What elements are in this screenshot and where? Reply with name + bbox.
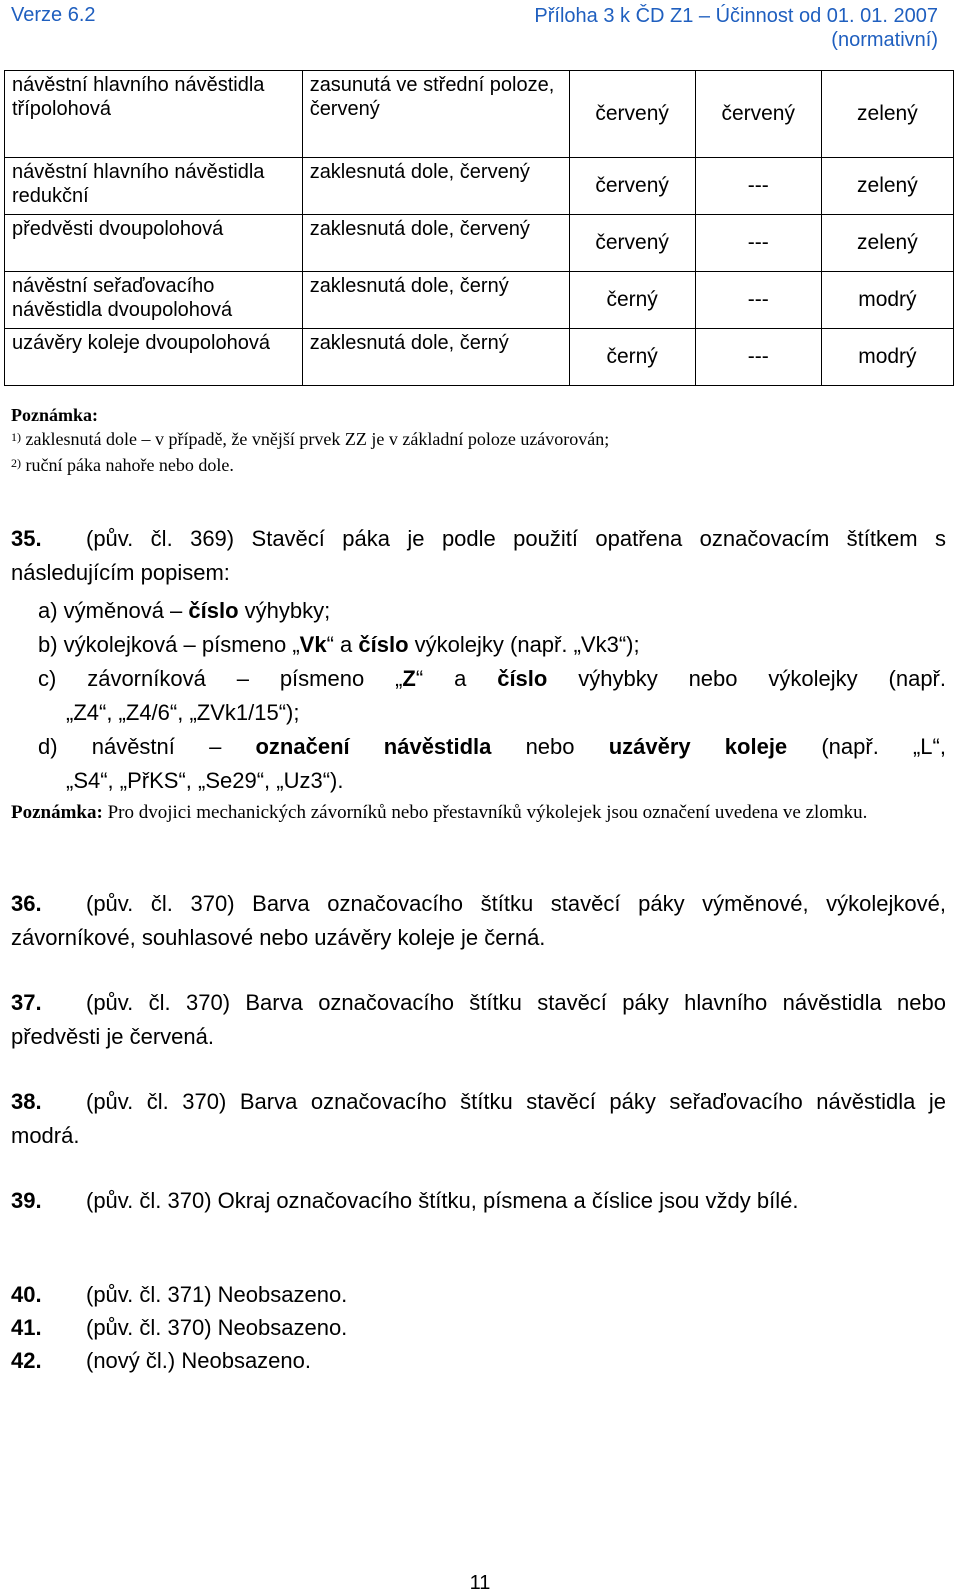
article-text: (pův. čl. 370) Neobsazeno. bbox=[86, 1315, 348, 1340]
table-cell: červený bbox=[569, 158, 695, 215]
table-cell: černý bbox=[569, 272, 695, 329]
label-list bbox=[38, 594, 946, 798]
table-cell: červený bbox=[569, 71, 695, 158]
table-cell: uzávěry koleje dvoupolohová bbox=[5, 329, 303, 386]
table-cell: návěstní hlavního návěstidla třípolohová bbox=[5, 71, 303, 158]
list-item-continuation: „Z4“, „Z4/6“, „ZVk1/15“); bbox=[66, 700, 300, 725]
note-title: Poznámka: bbox=[11, 802, 103, 823]
table-row bbox=[5, 272, 954, 329]
table-cell: černý bbox=[569, 329, 695, 386]
article-text: (pův. čl. 369) Stavěcí páka je podle použití opatřena označovacím štítkem s následujícím popisem: bbox=[11, 526, 946, 585]
article-41 bbox=[11, 1311, 946, 1345]
table-cell: --- bbox=[695, 158, 821, 215]
article-text: (pův. čl. 371) Neobsazeno. bbox=[86, 1282, 348, 1307]
article-number: 37. bbox=[11, 990, 42, 1015]
table-row bbox=[5, 158, 954, 215]
header-appendix bbox=[534, 4, 938, 52]
article-number: 41. bbox=[11, 1315, 42, 1340]
table-cell: zelený bbox=[821, 71, 953, 158]
table-cell: červený bbox=[695, 71, 821, 158]
article-35-note bbox=[11, 800, 946, 825]
article-text: (nový čl.) Neobsazeno. bbox=[86, 1348, 311, 1373]
article-number: 39. bbox=[11, 1188, 42, 1213]
table-cell: zelený bbox=[821, 158, 953, 215]
list-item: b) výkolejková – písmeno „Vk“ a číslo výkolejky (např. „Vk3“); bbox=[38, 632, 640, 657]
article-40 bbox=[11, 1278, 946, 1312]
article-text: (pův. čl. 370) Barva označovacího štítku stavěcí páky seřaďovacího návěstidla je modrá. bbox=[11, 1089, 946, 1148]
lever-table bbox=[4, 70, 954, 386]
footnote-1: $^{1)}$ zaklesnutá dole – v případě, že vnější prvek ZZ je v základní poloze uzávorován; bbox=[11, 429, 610, 449]
header-normative: (normativní) bbox=[831, 29, 938, 51]
article-text: (pův. čl. 370) Barva označovacího štítku stavěcí páky hlavního návěstidla nebo předvěsti je červená. bbox=[11, 990, 946, 1049]
article-number: 36. bbox=[11, 891, 42, 916]
article-text: (pův. čl. 370) Okraj označovacího štítku, písmena a číslice jsou vždy bílé. bbox=[86, 1188, 799, 1213]
table-cell: --- bbox=[695, 215, 821, 272]
article-number: 38. bbox=[11, 1089, 42, 1114]
table-cell: předvěsti dvoupolohová bbox=[5, 215, 303, 272]
article-35 bbox=[11, 522, 946, 590]
article-36 bbox=[11, 887, 946, 955]
table-row bbox=[5, 215, 954, 272]
table-cell: zaklesnutá dole, černý bbox=[302, 272, 569, 329]
article-number: 42. bbox=[11, 1348, 42, 1373]
table-row bbox=[5, 71, 954, 158]
list-item: a) výměnová – číslo výhybky; bbox=[38, 598, 331, 623]
table-cell: návěstní seřaďovacího návěstidla dvoupolohová bbox=[5, 272, 303, 329]
table-cell: modrý bbox=[821, 329, 953, 386]
article-38 bbox=[11, 1085, 946, 1153]
list-item-continuation: „S4“, „PřKS“, „Se29“, „Uz3“). bbox=[66, 768, 344, 793]
table-cell: zaklesnutá dole, červený bbox=[302, 215, 569, 272]
article-number: 40. bbox=[11, 1282, 42, 1307]
table-note bbox=[11, 404, 609, 476]
note-text: Pro dvojici mechanických závorníků nebo přestavníků výkolejek jsou označení uvedena ve zlomku. bbox=[102, 802, 868, 823]
header-version: Verze 6.2 bbox=[11, 4, 96, 26]
table-cell: --- bbox=[695, 329, 821, 386]
table-cell: modrý bbox=[821, 272, 953, 329]
table-cell: návěstní hlavního návěstidla redukční bbox=[5, 158, 303, 215]
article-37 bbox=[11, 986, 946, 1054]
table-cell: zasunutá ve střední poloze, červený bbox=[302, 71, 569, 158]
page-number: 11 bbox=[469, 1572, 491, 1594]
table-cell: zelený bbox=[821, 215, 953, 272]
article-42 bbox=[11, 1344, 946, 1378]
table-cell: zaklesnutá dole, černý bbox=[302, 329, 569, 386]
list-item: d) návěstní – označení návěstidla nebo uzávěry koleje (např. „L“, bbox=[38, 734, 946, 759]
article-number: 35. bbox=[11, 526, 42, 551]
table-cell: červený bbox=[569, 215, 695, 272]
footnote-2: $^{2)}$ ruční páka nahoře nebo dole. bbox=[11, 455, 234, 475]
article-39 bbox=[11, 1184, 946, 1218]
article-text: (pův. čl. 370) Barva označovacího štítku stavěcí páky výměnové, výkolejkové, závorníkové, souhlasové nebo uzávěry koleje je černá. bbox=[11, 891, 946, 950]
table-cell: --- bbox=[695, 272, 821, 329]
table-cell: zaklesnutá dole, červený bbox=[302, 158, 569, 215]
table-row bbox=[5, 329, 954, 386]
list-item: c) závorníková – písmeno „Z“ a číslo výhybky nebo výkolejky (např. bbox=[38, 666, 946, 691]
header-appendix-title: Příloha 3 k ČD Z1 – Účinnost od 01. 01. 2007 bbox=[534, 5, 938, 27]
note-title: Poznámka: bbox=[11, 405, 98, 425]
